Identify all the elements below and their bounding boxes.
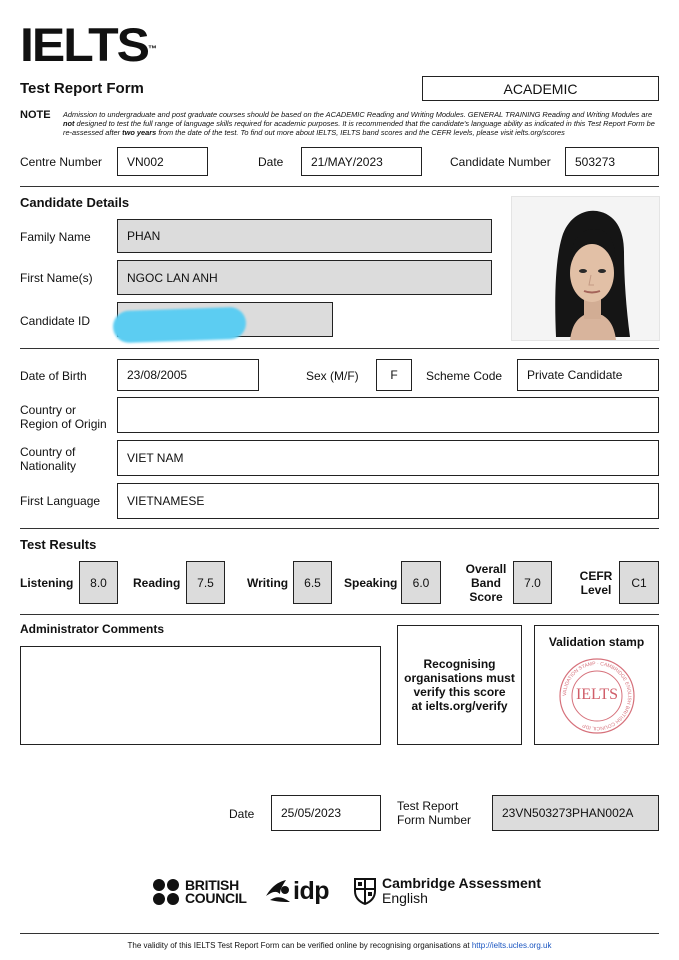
note-text-1: Admission to undergraduate and post graduate courses should be based on the ACADEMIC Reading and Writing Modules. GENERAL TRAINING Reading and Writing Modules are (63, 110, 653, 119)
stamp-center-text: IELTS (575, 686, 619, 703)
first-language-field (117, 483, 659, 519)
cambridge-line-1: Cambridge Assessment (382, 875, 541, 891)
note-text-2: designed to test the full range of language skills required for academic purposes. It is recommended that the candidate's language ability as indicated in this Test Report Form be re-assessed after (63, 119, 655, 137)
cefr-label-line-2: Level (580, 583, 612, 597)
dob-label: Date of Birth (20, 369, 87, 383)
validity-link[interactable]: http://ielts.ucles.org.uk (471, 941, 552, 950)
overall-band-score (513, 561, 552, 604)
nationality-value: VIET NAM (127, 451, 184, 465)
writing-label: Writing (247, 576, 289, 590)
cambridge-line-2: English (382, 890, 428, 906)
british-council-line-2: COUNCIL (185, 890, 247, 906)
first-language-label: First Language (20, 494, 101, 508)
speaking-label: Speaking (344, 576, 398, 590)
nationality-field (117, 440, 659, 476)
candidate-id-label: Candidate ID (20, 314, 91, 328)
reading-label: Reading (133, 576, 181, 590)
note-text-3: from the date of the test. To find out more about IELTS, IELTS band scores and the CEFR levels, please visit ielts.org/scores (156, 128, 565, 137)
validity-text: The validity of this IELTS Test Report Form can be verified online by recognising organisations at (127, 941, 472, 950)
trf-number-label (397, 799, 471, 827)
divider (20, 348, 659, 349)
country-origin-label-line-2: Region of Origin (20, 417, 107, 431)
portrait-image (512, 197, 659, 340)
cambridge-logo (353, 875, 541, 907)
note-bold-2: two years (122, 128, 157, 137)
candidate-number-value: 503273 (575, 154, 616, 169)
verify-line-3: verify this score (413, 685, 506, 699)
test-results-title: Test Results (20, 537, 97, 552)
admin-comments-box (20, 646, 381, 745)
scheme-code-label: Scheme Code (426, 369, 503, 383)
issue-date-label: Date (229, 807, 255, 821)
sex-value: F (390, 368, 398, 382)
overall-band-label (461, 562, 511, 604)
scheme-code-field (517, 359, 659, 391)
trf-number-value: 23VN503273PHAN002A (502, 806, 634, 820)
writing-score (293, 561, 332, 604)
redaction-mark (112, 307, 246, 344)
test-date-value: 21/MAY/2023 (311, 154, 383, 169)
verify-line-1: Recognising (423, 657, 496, 671)
ielts-logo-text: IELTS (20, 18, 148, 72)
country-origin-label-line-1: Country or (20, 403, 77, 417)
divider (20, 186, 659, 187)
cambridge-shield-icon (353, 877, 377, 905)
reading-score (186, 561, 225, 604)
idp-text: idp (293, 876, 329, 905)
first-name-label: First Name(s) (20, 271, 93, 285)
candidate-photo (511, 196, 660, 341)
country-origin-label (20, 403, 107, 431)
verify-notice-box (397, 625, 522, 745)
module-value: ACADEMIC (503, 80, 578, 97)
british-council-dots-icon (152, 878, 181, 907)
family-name-label: Family Name (20, 230, 91, 244)
nationality-label (20, 445, 76, 473)
dob-field (117, 359, 259, 391)
overall-label-line-2: Band (471, 576, 501, 590)
overall-label-line-1: Overall (465, 562, 507, 576)
speaking-score (401, 561, 441, 604)
sex-label: Sex (M/F) (306, 369, 359, 383)
module-box (422, 76, 659, 101)
listening-label: Listening (20, 576, 74, 590)
scheme-code-value: Private Candidate (527, 368, 623, 382)
divider (20, 528, 659, 529)
family-name-value: PHAN (127, 229, 161, 243)
trf-label-line-2: Form Number (397, 813, 472, 827)
stamp-ring-text: VALIDATION STAMP · CAMBRIDGE ENGLISH BRITISH COUNCIL IDP (561, 660, 633, 732)
country-origin-field (117, 397, 659, 433)
divider (20, 933, 659, 934)
first-language-value: VIETNAMESE (127, 494, 205, 508)
british-council-logo (152, 877, 247, 907)
nationality-label-line-1: Country of (20, 445, 76, 459)
test-date-label: Date (258, 155, 284, 169)
validity-statement (0, 941, 679, 950)
dob-value: 23/08/2005 (127, 368, 188, 382)
british-council-line-1: BRITISH (185, 877, 239, 893)
issue-date-field (271, 795, 381, 831)
verify-line-4: at ielts.org/verify (411, 699, 508, 713)
verify-line-2: organisations must (404, 671, 515, 685)
nationality-label-line-2: Nationality (20, 459, 77, 473)
first-name-value: NGOC LAN ANH (127, 270, 218, 285)
admin-comments-label: Administrator Comments (20, 622, 165, 636)
trademark: ™ (147, 44, 157, 54)
overall-label-line-3: Score (469, 590, 503, 604)
reading-value: 7.5 (197, 575, 214, 590)
validation-stamp-box (534, 625, 659, 745)
trf-number-field (492, 795, 659, 831)
validation-stamp (558, 657, 636, 735)
cefr-level-value: C1 (631, 575, 647, 590)
candidate-number-field (565, 147, 659, 176)
note-label: NOTE (20, 109, 51, 121)
listening-score (79, 561, 118, 604)
centre-number-field (117, 147, 208, 176)
divider (20, 614, 659, 615)
form-title: Test Report Form (20, 80, 144, 97)
speaking-value: 6.0 (412, 575, 430, 590)
note-bold-1: not (63, 119, 75, 128)
cefr-label-line-1: CEFR (579, 569, 613, 583)
candidate-number-label: Candidate Number (450, 155, 551, 169)
test-date-field (301, 147, 422, 176)
cefr-level-label (576, 569, 616, 597)
overall-band-value: 7.0 (524, 575, 541, 590)
trf-label-line-1: Test Report (397, 799, 459, 813)
idp-symbol-icon (264, 878, 292, 904)
first-name-field (117, 260, 492, 295)
cefr-level-score (619, 561, 659, 604)
sex-field (376, 359, 412, 391)
candidate-details-title: Candidate Details (20, 195, 130, 210)
ielts-logo (20, 19, 157, 70)
centre-number-value: VN002 (127, 154, 164, 169)
note-text (63, 110, 661, 137)
validation-stamp-label: Validation stamp (548, 635, 645, 649)
listening-value: 8.0 (90, 575, 107, 590)
idp-logo (264, 875, 329, 907)
issue-date-value: 25/05/2023 (281, 806, 342, 820)
family-name-field (117, 219, 492, 253)
centre-number-label: Centre Number (20, 155, 103, 169)
writing-value: 6.5 (304, 575, 321, 590)
